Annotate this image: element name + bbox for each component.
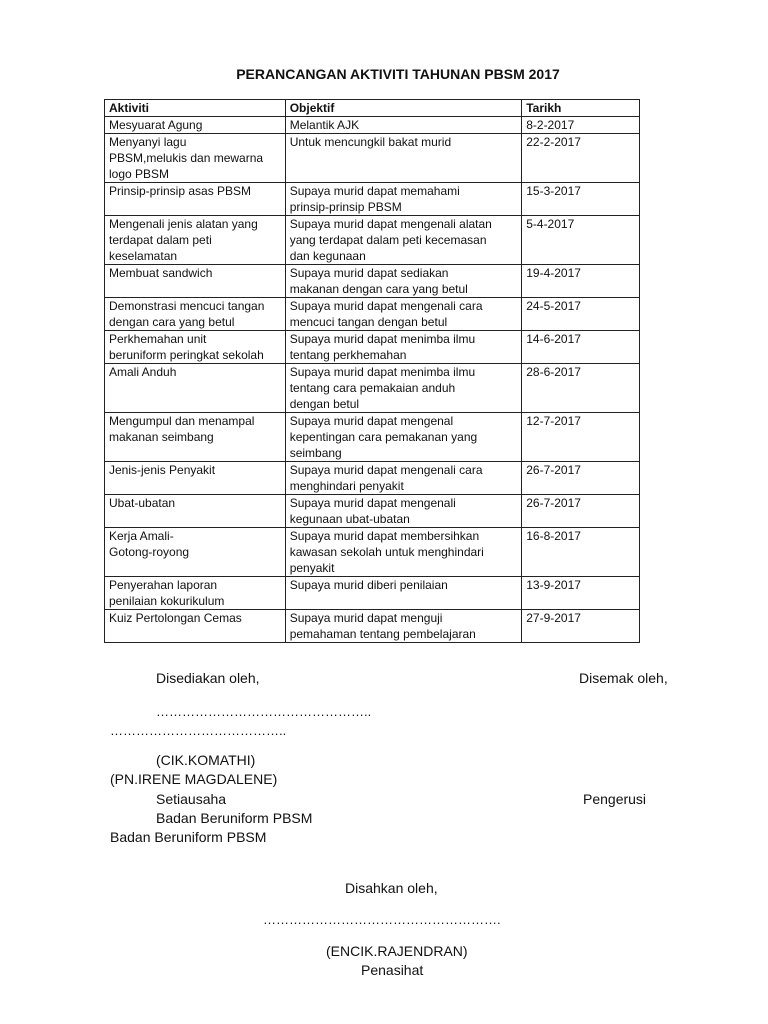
table-row — [105, 216, 640, 265]
checked-by-label: Disemak oleh, — [579, 670, 668, 686]
table-row — [105, 117, 640, 134]
cell-objektif: Supaya murid dapat membersihkan kawasan sekolah untuk menghindari penyakit — [285, 528, 522, 577]
header-aktiviti: Aktiviti — [105, 100, 286, 117]
cell-objektif: Supaya murid dapat mengenali kegunaan ubat-ubatan — [285, 495, 522, 528]
table-row — [105, 495, 640, 528]
table-row — [105, 298, 640, 331]
cell-objektif: Melantik AJK — [285, 117, 522, 134]
signature-line-1: ………………………………………….. — [156, 704, 372, 719]
table-header-row — [105, 100, 640, 117]
cell-aktiviti: Amali Anduh — [105, 364, 286, 413]
cell-aktiviti: Menyanyi lagu PBSM,melukis dan mewarna logo PBSM — [105, 134, 286, 183]
cell-aktiviti: Perkhemahan unit beruniform peringkat sekolah — [105, 331, 286, 364]
signer-org-2: Badan Beruniform PBSM — [110, 829, 267, 845]
signer-role-1: Setiausaha — [156, 791, 227, 807]
signer-role-2: Pengerusi — [583, 791, 647, 807]
table-row — [105, 265, 640, 298]
cell-objektif: Supaya murid dapat menimba ilmu tentang perkhemahan — [285, 331, 522, 364]
cell-tarikh: 12-7-2017 — [522, 413, 640, 462]
table-row — [105, 413, 640, 462]
table-row — [105, 462, 640, 495]
cell-aktiviti: Ubat-ubatan — [105, 495, 286, 528]
cell-tarikh: 13-9-2017 — [522, 577, 640, 610]
signer-role-3: Penasihat — [361, 962, 424, 978]
cell-tarikh: 5-4-2017 — [522, 216, 640, 265]
signer-org-1: Badan Beruniform PBSM — [156, 810, 313, 826]
cell-tarikh: 27-9-2017 — [522, 610, 640, 643]
cell-objektif: Supaya murid dapat menimba ilmu tentang cara pemakaian anduh dengan betul — [285, 364, 522, 413]
cell-aktiviti: Jenis-jenis Penyakit — [105, 462, 286, 495]
header-objektif: Objektif — [285, 100, 522, 117]
header-tarikh: Tarikh — [522, 100, 640, 117]
prepared-by-label: Disediakan oleh, — [156, 670, 260, 686]
document-title: PERANCANGAN AKTIVITI TAHUNAN PBSM 2017 — [236, 66, 560, 82]
signer-name-3: (ENCIK.RAJENDRAN) — [326, 943, 468, 959]
cell-aktiviti: Mengumpul dan menampal makanan seimbang — [105, 413, 286, 462]
cell-aktiviti: Penyerahan laporan penilaian kokurikulum — [105, 577, 286, 610]
cell-tarikh: 15-3-2017 — [522, 183, 640, 216]
cell-tarikh: 24-5-2017 — [522, 298, 640, 331]
cell-objektif: Supaya murid dapat mengenali cara mencuci tangan dengan betul — [285, 298, 522, 331]
cell-objektif: Supaya murid dapat menguji pemahaman tentang pembelajaran — [285, 610, 522, 643]
cell-objektif: Untuk mencungkil bakat murid — [285, 134, 522, 183]
cell-tarikh: 22-2-2017 — [522, 134, 640, 183]
cell-tarikh: 8-2-2017 — [522, 117, 640, 134]
cell-aktiviti: Mesyuarat Agung — [105, 117, 286, 134]
cell-aktiviti: Mengenali jenis alatan yang terdapat dalam peti keselamatan — [105, 216, 286, 265]
cell-aktiviti: Kerja Amali- Gotong-royong — [105, 528, 286, 577]
cell-aktiviti: Demonstrasi mencuci tangan dengan cara yang betul — [105, 298, 286, 331]
cell-tarikh: 26-7-2017 — [522, 462, 640, 495]
cell-objektif: Supaya murid dapat sediakan makanan dengan cara yang betul — [285, 265, 522, 298]
signer-name-1: (CIK.KOMATHI) — [156, 752, 256, 768]
table-row — [105, 134, 640, 183]
cell-objektif: Supaya murid dapat memahami prinsip-prinsip PBSM — [285, 183, 522, 216]
signature-line-2: ………………………………….. — [110, 723, 287, 738]
cell-aktiviti: Kuiz Pertolongan Cemas — [105, 610, 286, 643]
table-row — [105, 331, 640, 364]
approved-by-label: Disahkan oleh, — [345, 880, 438, 896]
cell-aktiviti: Prinsip-prinsip asas PBSM — [105, 183, 286, 216]
cell-tarikh: 19-4-2017 — [522, 265, 640, 298]
cell-tarikh: 26-7-2017 — [522, 495, 640, 528]
table-row — [105, 610, 640, 643]
cell-tarikh: 14-6-2017 — [522, 331, 640, 364]
table-row — [105, 364, 640, 413]
cell-aktiviti: Membuat sandwich — [105, 265, 286, 298]
signature-line-3: ………………………………………………. — [263, 912, 501, 927]
cell-tarikh: 16-8-2017 — [522, 528, 640, 577]
cell-objektif: Supaya murid dapat mengenali cara menghindari penyakit — [285, 462, 522, 495]
table-row — [105, 577, 640, 610]
activity-table — [104, 99, 640, 643]
cell-objektif: Supaya murid dapat mengenali alatan yang terdapat dalam peti kecemasan dan kegunaan — [285, 216, 522, 265]
table-row — [105, 183, 640, 216]
cell-tarikh: 28-6-2017 — [522, 364, 640, 413]
cell-objektif: Supaya murid diberi penilaian — [285, 577, 522, 610]
cell-objektif: Supaya murid dapat mengenal kepentingan cara pemakanan yang seimbang — [285, 413, 522, 462]
table-row — [105, 528, 640, 577]
signer-name-2: (PN.IRENE MAGDALENE) — [110, 771, 278, 787]
